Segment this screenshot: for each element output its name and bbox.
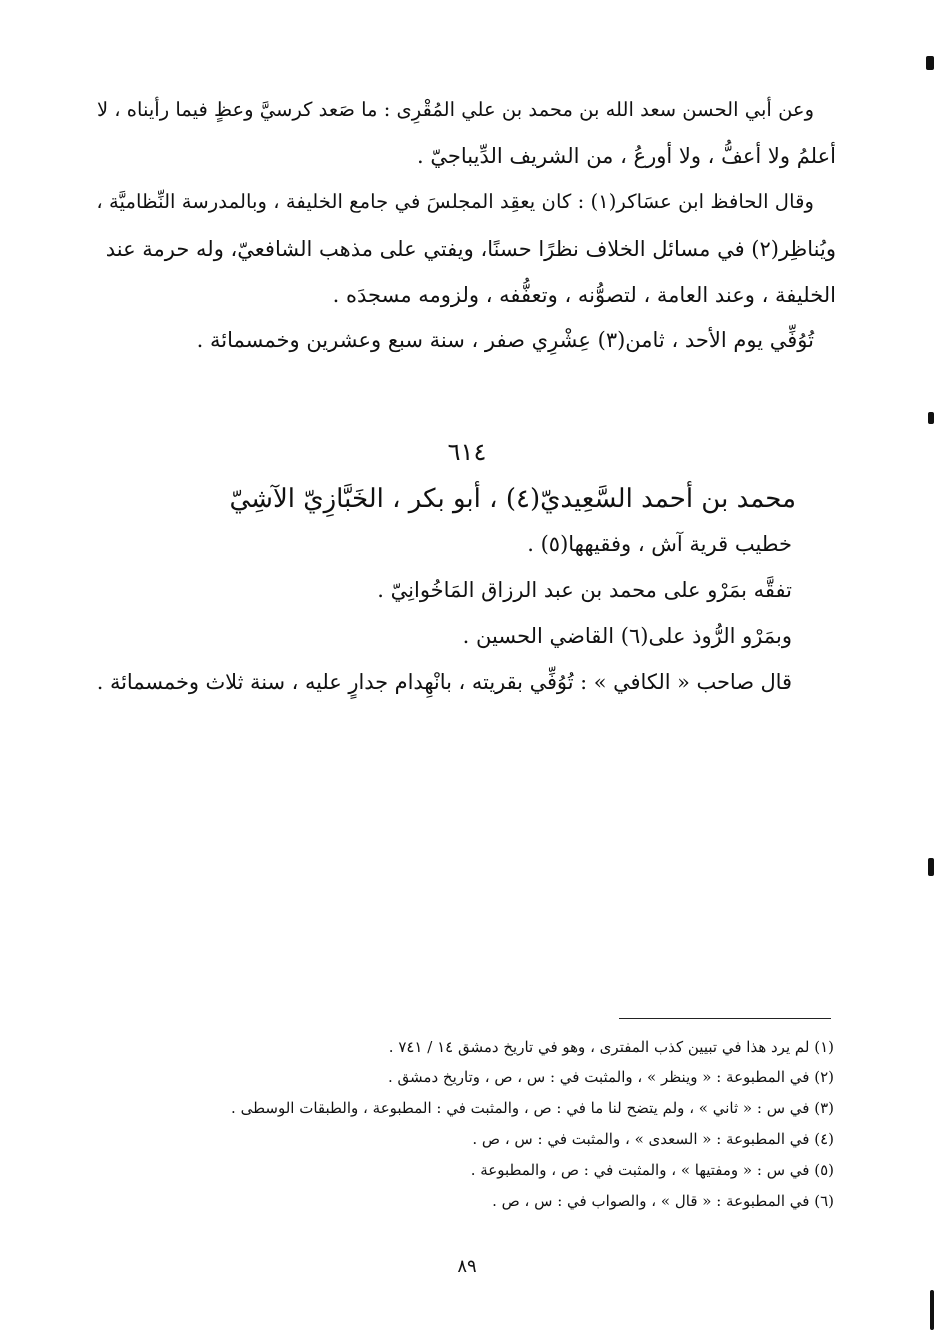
entry-line4: قال صاحب « الكافي » : تُوُفِّي بقريته ، بانْهِدام جدارٍ عليه ، سنة ثلاث وخمسمائة . (96, 670, 792, 694)
entry-number: ٦١٤ (447, 438, 487, 466)
footnote-6: (٦) في المطبوعة : « قال » ، والصواب في : س ، ص . (492, 1192, 834, 1210)
entry-title: محمد بن أحمد السَّعِيديّ(٤) ، أبو بكر ، الخَبَّازِيّ الآشِيّ (229, 484, 796, 514)
paragraph1-line1: وعن أبي الحسن سعد الله بن محمد بن علي المُقْرِى : ما صَعد كرسيَّ وعظٍ فيما رأيناه ، لا (96, 98, 814, 121)
footnote-3: (٣) في س : « ثاني » ، ولم يتضح لنا ما في : ص ، والمثبت في : المطبوعة ، والطبقات الوسطى . (231, 1099, 834, 1117)
paragraph1-line2: أعلمُ ولا أعفُّ ، ولا أورعُ ، من الشريف الدِّيباجيّ . (417, 144, 836, 168)
footnote-1: (١) لم يرد هذا في تبيين كذب المفترى ، وهو في تاريخ دمشق ١٤ / ٧٤١ . (388, 1038, 834, 1056)
footnote-separator (619, 1018, 831, 1019)
entry-line3: وبمَرْو الرُّوذ على(٦) القاضي الحسين . (462, 624, 792, 648)
scan-edge-mark (928, 412, 934, 424)
paragraph2-line2: ويُناظِر(٢) في مسائل الخلاف نظرًا حسنًا، ويفتي على مذهب الشافعيّ، وله حرمة عند (105, 237, 836, 261)
page-number: ٨٩ (457, 1256, 477, 1277)
scan-edge-mark (926, 56, 934, 70)
footnote-2: (٢) في المطبوعة : « وينظر » ، والمثبت في : س ، ص ، وتاريخ دمشق . (387, 1068, 834, 1086)
footnote-4: (٤) في المطبوعة : « السعدى » ، والمثبت في : س ، ص . (472, 1130, 834, 1148)
paragraph2-line3: الخليفة ، وعند العامة ، لتصوُّنه ، وتعفُّفه ، ولزومه مسجدَه . (332, 283, 836, 307)
entry-line1: خطيب قرية آش ، وفقيهها(٥) . (527, 532, 792, 556)
paragraph3-line1: تُوُفِّي يوم الأحد ، ثامن(٣) عِشْرِي صفر ، سنة سبع وعشرين وخمسمائة . (196, 328, 814, 352)
scan-edge-mark (930, 1290, 934, 1330)
footnote-5: (٥) في س : « ومفتيها » ، والمثبت في : ص ، والمطبوعة . (470, 1161, 834, 1179)
scan-edge-mark (928, 858, 934, 876)
paragraph2-line1: وقال الحافظ ابن عسَاكر(١) : كان يعقِد المجلسَ في جامع الخليفة ، وبالمدرسة النِّظاميَّة ، (96, 190, 814, 213)
entry-line2: تفقَّه بمَرْو على محمد بن عبد الرزاق المَاخُوانِيّ . (377, 578, 792, 602)
